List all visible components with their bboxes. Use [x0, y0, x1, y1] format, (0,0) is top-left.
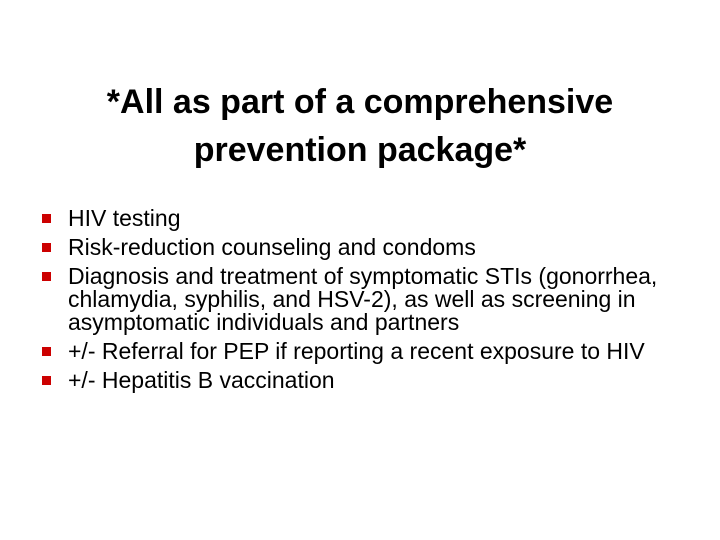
square-bullet-icon [42, 347, 51, 356]
bullet-text: Risk-reduction counseling and condoms [68, 234, 476, 260]
bullet-item-hiv-testing [42, 207, 672, 230]
bullet-list [42, 207, 672, 398]
slide-title: *All as part of a comprehensive prevention package* [106, 83, 614, 169]
square-bullet-icon [42, 243, 51, 252]
bullet-text: Diagnosis and treatment of symptomatic STIs (gonorrhea, chlamydia, syphilis, and HSV-2), as well as screening in asymptomatic individuals and partners [68, 263, 658, 335]
bullet-text: +/- Referral for PEP if reporting a recent exposure to HIV [68, 338, 645, 364]
square-bullet-icon [42, 376, 51, 385]
bullet-item-sti-diagnosis [42, 265, 672, 334]
bullet-item-hepatitis-b [42, 369, 672, 392]
bullet-item-pep-referral [42, 340, 672, 363]
square-bullet-icon [42, 214, 51, 223]
bullet-text: HIV testing [68, 205, 181, 231]
bullet-text: +/- Hepatitis B vaccination [68, 367, 335, 393]
square-bullet-icon [42, 272, 51, 281]
bullet-item-risk-reduction [42, 236, 672, 259]
